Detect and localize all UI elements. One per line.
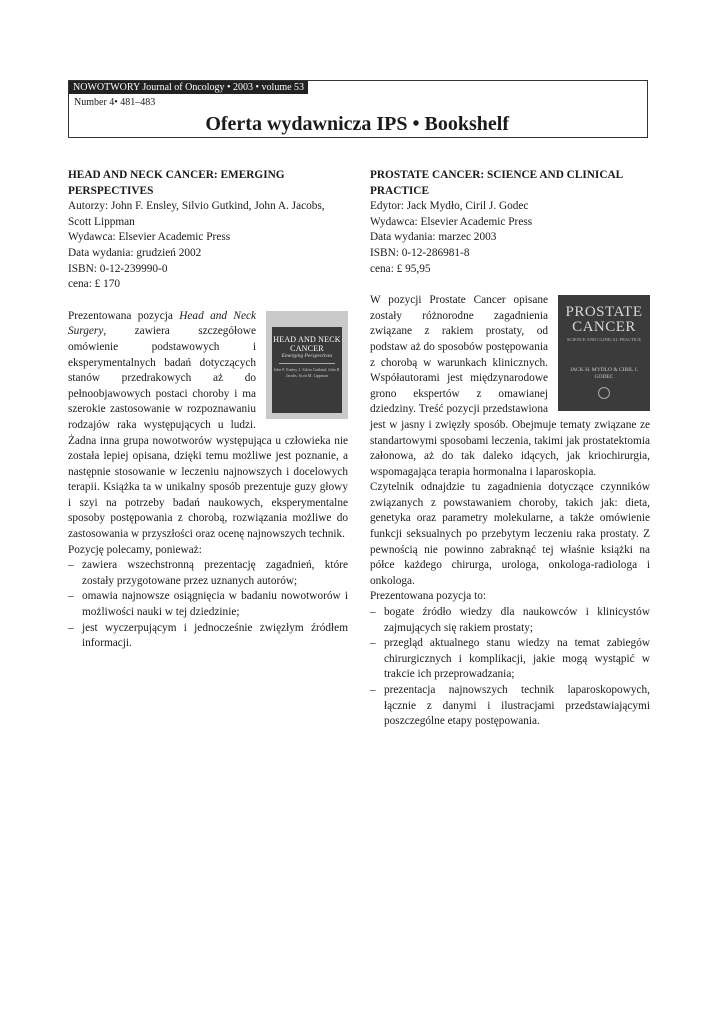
- isbn: ISBN: 0-12-239990-0: [68, 262, 168, 275]
- left-column: [68, 168, 348, 652]
- journal-header: [68, 80, 648, 138]
- page-title: Oferta wydawnicza IPS • Bookshelf: [205, 113, 509, 135]
- list-item: – jest wyczerpującym i jednocześnie zwięzłym źródłem informacji.: [68, 621, 348, 650]
- isbn: ISBN: 0-12-286981-8: [370, 246, 470, 259]
- book-cover-image: [266, 311, 348, 419]
- publisher-logo-icon: [598, 387, 610, 399]
- cover-title: PROSTATE CANCER: [565, 304, 643, 336]
- cover-editors: John F. Ensley, J. Silvio Gutkind, John R. Jacobs, Scott M. Lippman: [273, 366, 341, 378]
- list-item: – bogate źródło wiedzy dla naukowców i klinicystów zajmujących się rakiem prostaty;: [370, 606, 650, 634]
- book-meta: [370, 199, 650, 277]
- list-item: – prezentacja najnowszych technik laparoskopowych, łącznie z danymi i ilustracjami przedstawiającymi poszczególne etapy postępowania.: [370, 684, 650, 728]
- price: cena: £ 170: [68, 278, 121, 291]
- publication-date: Data wydania: grudzień 2002: [68, 246, 202, 259]
- issue-number: Number 4• 481–483: [74, 97, 156, 108]
- book-description: [370, 293, 650, 730]
- list-item: – omawia najnowsze osiągnięcia w badaniu nowotworów i możliwości nauki w tej dziedzinie;: [68, 590, 348, 619]
- list-item: – przegląd aktualnego stanu wiedzy na temat zabiegów chirurgicznych i komplikacji, jakie mogą wystąpić w trakcie ich przeprowadzania;: [370, 637, 650, 681]
- cover-subtitle: SCIENCE AND CLINICAL PRACTICE: [566, 337, 642, 343]
- publication-date: Data wydania: marzec 2003: [370, 231, 497, 244]
- publisher: Wydawca: Elsevier Academic Press: [370, 215, 533, 228]
- cover-title: HEAD AND NECK CANCER: [273, 334, 341, 353]
- book-description: [68, 309, 348, 652]
- book-meta: [68, 199, 348, 293]
- recommendation-list: [370, 605, 650, 730]
- cover-editors: JACK H. MYDLO & CIRIL J. GODEC: [569, 367, 639, 381]
- description-paragraph: W pozycji Prostate Cancer opisane zostały różnorodne zagadnienia związane z rakiem prostaty, od podstaw aż do sposobów postępowania z chorobą w warunkach klinicznych. Współautorami jest międzynarodowe grono ekspertów z omawianej dziedziny. Treść pozycji przedstawiona jest w jasny i zwięzły sposób. Obejmuje tematy związane ze standartowymi sposobami leczenia, takimi jak prostatektomia załonowa, aż do tak daleko idących, jak kriochirurgia, wspomagająca terapia hormonalna i laparoskopia.: [370, 294, 650, 478]
- journal-name: NOWOTWORY Journal of Oncology • 2003 • volume 53: [69, 81, 308, 94]
- recommendation-intro: Pozycję polecamy, ponieważ:: [68, 543, 202, 556]
- editors: Edytor: Jack Mydło, Ciril J. Godec: [370, 200, 529, 213]
- authors: Autorzy: John F. Ensley, Silvio Gutkind, John A. Jacobs, Scott Lippman: [68, 200, 325, 228]
- recommendation-intro: Prezentowana pozycja to:: [370, 590, 487, 603]
- list-item: – zawiera wszechstronną prezentację zagadnień, które zostały przygotowane przez uznanych autorów;: [68, 559, 348, 587]
- price: cena: £ 95,95: [370, 262, 431, 275]
- recommendation-list: [68, 558, 348, 652]
- book-cover-image: [558, 295, 650, 411]
- description-paragraph: Prezentowana pozycja Head and Neck Surgery, zawiera szczegółowe omówienie podstawowych i eksperymentalnych badań dotyczących stanów przedrakowych aż do pełnoobjawowych postaci choroby i ma szerokie zastosowanie w rozpoznawaniu rodzajów raka występujących u ludzi. Żadna inna grupa nowotworów występująca u człowieka nie została lepiej opisana, dzięki temu możliwe jest poznanie, a następnie stosowanie w leczeniu najnowszych i docelowych terapii. Książka ta w unikalny sposób prezentuje guzy głowy i szyi na potrzeby badań naukowych, eksperymentalne sposoby postępowania z chorobą, rozwiązania możliwe do zastosowania w przyszłości oraz ocenę najnowszych technik.: [68, 309, 348, 541]
- description-paragraph: Czytelnik odnajdzie tu zagadnienia dotyczące czynników związanych z powstawaniem choroby, takich jak: dieta, genetyka oraz parametry molekularne, a także omówienie funkcji seksualnych po przebytym leczeniu raka prostaty. Z pewnością nie powinno zabraknąć tej właśnie książki na półce każdego chirurga, urologa, onkologa-radiologa i onkologa.: [370, 481, 650, 587]
- publisher: Wydawca: Elsevier Academic Press: [68, 231, 231, 244]
- book-title: HEAD AND NECK CANCER: EMERGING PERSPECTIVES: [68, 169, 285, 197]
- book-title: PROSTATE CANCER: SCIENCE AND CLINICAL PRACTICE: [370, 169, 623, 197]
- right-column: [370, 168, 650, 730]
- cover-subtitle: Emerging Perspectives: [281, 352, 333, 359]
